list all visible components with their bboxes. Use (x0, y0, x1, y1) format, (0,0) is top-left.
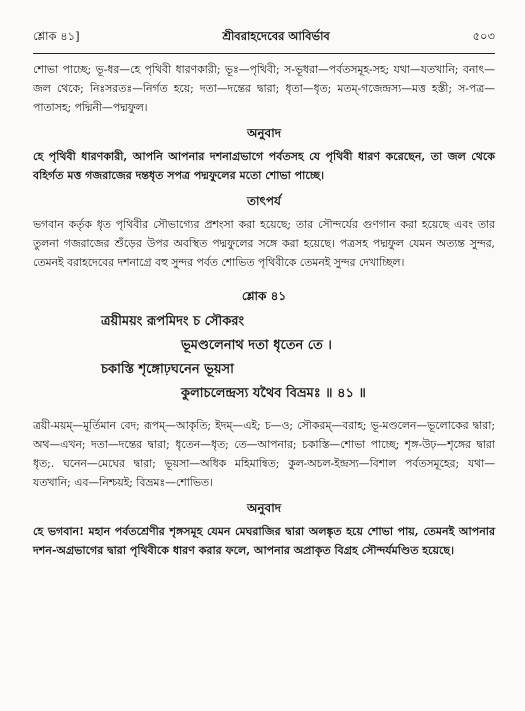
page-number: ৫০৩ (472, 29, 495, 43)
translation-paragraph-2: হে ভগবান! মহান পর্বতশ্রেণীর শৃঙ্গসমূহ যেমন মেঘরাজির দ্বারা অলঙ্কৃত হয়ে শোভা পায়, তেমনই আপনার দশন-অগ্রভাগের দ্বারা পৃথিবীকে ধারণ করার ফলে, আপনার অপ্রাকৃত বিগ্রহ সৌন্দর্যমণ্ডিত হয়েছে। (33, 525, 495, 557)
translation-heading: অনুবাদ (246, 126, 282, 140)
verse-block (33, 310, 495, 406)
page-header (33, 28, 495, 47)
translation-paragraph: হে পৃথিবী ধারণকারী, আপনি আপনার দশনাগ্রভাগে পর্বতসহ যে পৃথিবী ধারণ করেছেন, তা জল থেকে বহির্গত মত্ত গজরাজের দন্তধৃত সপত্র পদ্মফুলের মতো শোভা পাচ্ছে। (33, 150, 495, 182)
verse-line-1: ত্রয়ীময়ং রূপমিদং চ সৌকরং (101, 314, 245, 329)
purport-heading: তাৎপর্য (247, 194, 281, 208)
verse-line-2: ভূমণ্ডলেনাথ দতা ধৃতেন তে । (181, 338, 332, 353)
verse-line-4: কুলাচলেন্দ্রস্য যথৈব বিভ্রমঃ ॥ ৪১ ॥ (181, 386, 366, 401)
verse-reference: শ্লোক ৪১] (33, 29, 80, 43)
spacer (33, 406, 495, 416)
synonyms-paragraph-top: শোভা পাচ্ছে; ভূ-ধর—হে পৃথিবী ধারণকারী; ভূঃ—পৃথিবী; স-ভূধরা—পর্বতসমূহ-সহ; যথা—যতখানি; বনাৎ—জল থেকে; নিঃসরতঃ—নির্গত হয়ে; দতা—দন্তের দ্বারা; ধৃতা—ধৃত; মতম্-গজেন্দ্রস্য—মত্ত হস্তী; স-পত্র—পাতাসহ; পদ্মিনী—পদ্মফুল। (33, 63, 495, 114)
translation-heading-2: অনুবাদ (246, 501, 282, 515)
verse-line-3: চকাস্তি শৃঙ্গোঢ়ঘনেন ভূয়সা (101, 362, 234, 377)
purport-paragraph: ভগবান কর্তৃক ধৃত পৃথিবীর সৌভাগ্যের প্রশংসা করা হয়েছে; তার সৌন্দর্যের গুণগান করা হয়েছে এবং তার তুলনা গজরাজের শুঁড়ের উপর অবস্থিত পদ্মফুলের সঙ্গে করা হয়েছে। পত্রসহ পদ্মফুল যেমন অত্যন্ত সুন্দর, তেমনই বরাহদেবের দশনাগ্রে বহু সুন্দর পর্বত শোভিত পৃথিবীকে তেমনই সুন্দর দেখাচ্ছিল। (33, 218, 495, 269)
header-rule (33, 53, 495, 54)
verse-heading: শ্লোক ৪১ (241, 289, 287, 303)
chapter-title: শ্রীবরাহদেবের আবির্ভাব (222, 29, 330, 43)
synonyms-paragraph-verse: ত্রয়ী-ময়ম্—মূর্তিমান বেদ; রূপম্—আকৃতি; ইদম্—এই; চ—ও; সৌকরম্—বরাহ; ভূ-মণ্ডলেন—ভূলোকের দ্বারা; অথ—এখন; দতা—দন্তের দ্বারা; ধৃতেন—ধৃত; তে—আপনার; চকাস্তি—শোভা পাচ্ছে; শৃঙ্গ-উঢ়—শৃঙ্গের দ্বারা ধৃত;. ঘনেন—মেঘের দ্বারা; ভূয়সা—অধিক মহিমান্বিত; কুল-অচল-ইন্দ্রস্য—বিশাল পর্বতসমূহের; যথা—যতখানি; এব—নিশ্চয়ই; বিভ্রমঃ—শোভিত। (33, 419, 495, 489)
